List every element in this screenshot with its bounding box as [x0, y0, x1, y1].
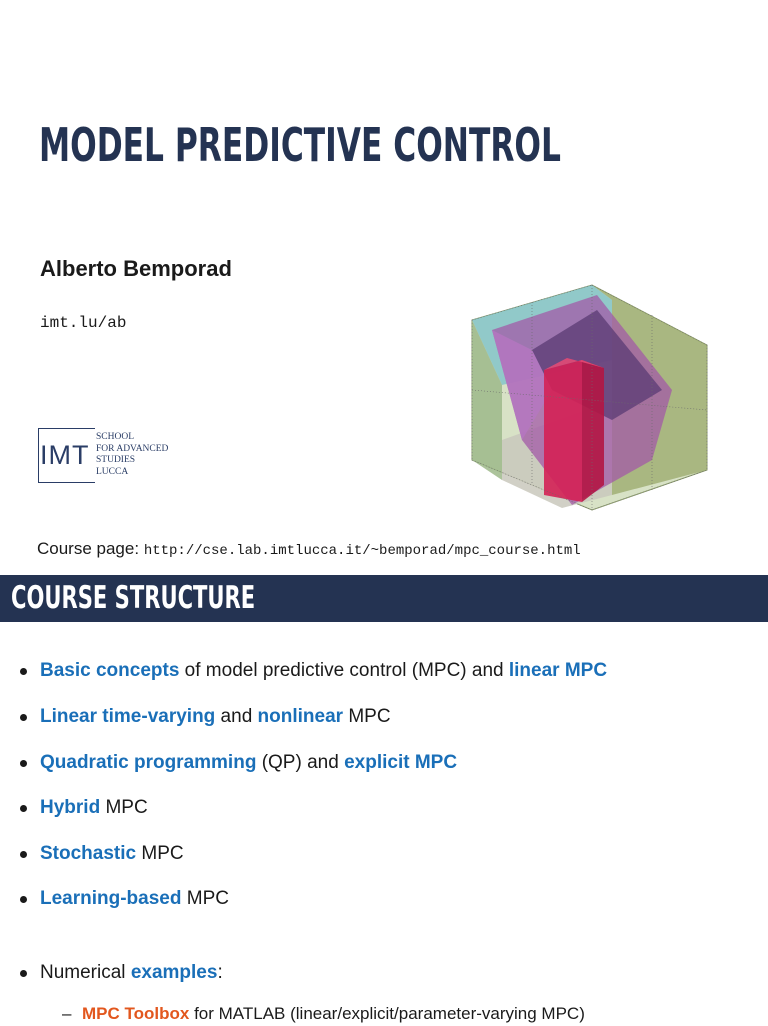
mpc-toolbox-link[interactable]: MPC Toolbox: [82, 1004, 190, 1023]
sub-item-text: for MATLAB (linear/explicit/parameter-varying MPC): [189, 1004, 585, 1023]
list-item: [40, 704, 391, 730]
item-text: and: [215, 706, 258, 727]
polytope-cube-figure: [462, 280, 714, 516]
logo-line: LUCCA: [96, 466, 129, 477]
item-text: of model predictive control (MPC) and: [179, 660, 509, 681]
red-box-front: [544, 360, 582, 502]
imt-logo-text: [96, 432, 168, 478]
list-item: [40, 886, 229, 912]
logo-line: SCHOOL: [96, 432, 135, 442]
logo-line: STUDIES: [96, 455, 136, 465]
list-item: [40, 750, 457, 776]
author-name: Alberto Bemporad: [40, 256, 232, 281]
item-text: MPC: [136, 843, 184, 864]
sub-list-item: [62, 1002, 585, 1026]
list-item-numerical: [40, 960, 223, 986]
list-item: [40, 658, 607, 684]
item-text: MPC: [100, 797, 148, 818]
item-highlight-2[interactable]: nonlinear: [257, 706, 344, 727]
item-highlight[interactable]: Stochastic: [40, 843, 137, 864]
list-item: [40, 795, 148, 821]
slide-title: MODEL PREDICTIVE CONTROL: [39, 118, 561, 172]
item-highlight[interactable]: Quadratic programming: [40, 752, 257, 773]
item-highlight[interactable]: Hybrid: [40, 797, 101, 818]
item-text-2: MPC: [343, 706, 391, 727]
list-item: [40, 841, 184, 867]
course-page-label: Course page:: [37, 539, 140, 558]
item-text-2: :: [217, 962, 223, 983]
section-title: COURSE STRUCTURE: [11, 580, 256, 616]
item-text: Numerical: [40, 962, 131, 983]
sub-dash: –: [62, 1004, 72, 1023]
item-highlight[interactable]: Linear time-varying: [40, 706, 216, 727]
section-banner: [0, 575, 768, 622]
item-highlight[interactable]: Basic concepts: [40, 660, 180, 681]
author-website: imt.lu/ab: [40, 314, 127, 332]
item-text: MPC: [181, 888, 229, 909]
item-highlight[interactable]: Learning-based: [40, 888, 182, 909]
logo-line: FOR ADVANCED: [96, 443, 169, 454]
item-highlight[interactable]: examples: [130, 962, 218, 983]
item-highlight-2[interactable]: explicit MPC: [344, 752, 458, 773]
course-page-line: [37, 539, 581, 559]
item-highlight-2[interactable]: linear MPC: [508, 660, 608, 681]
imt-logo-mark: IMT: [38, 428, 95, 483]
course-page-url[interactable]: http://cse.lab.imtlucca.it/~bemporad/mpc_course.html: [143, 543, 581, 559]
red-box-side: [582, 360, 604, 502]
item-text: (QP) and: [256, 752, 345, 773]
imt-logo: [38, 428, 188, 486]
